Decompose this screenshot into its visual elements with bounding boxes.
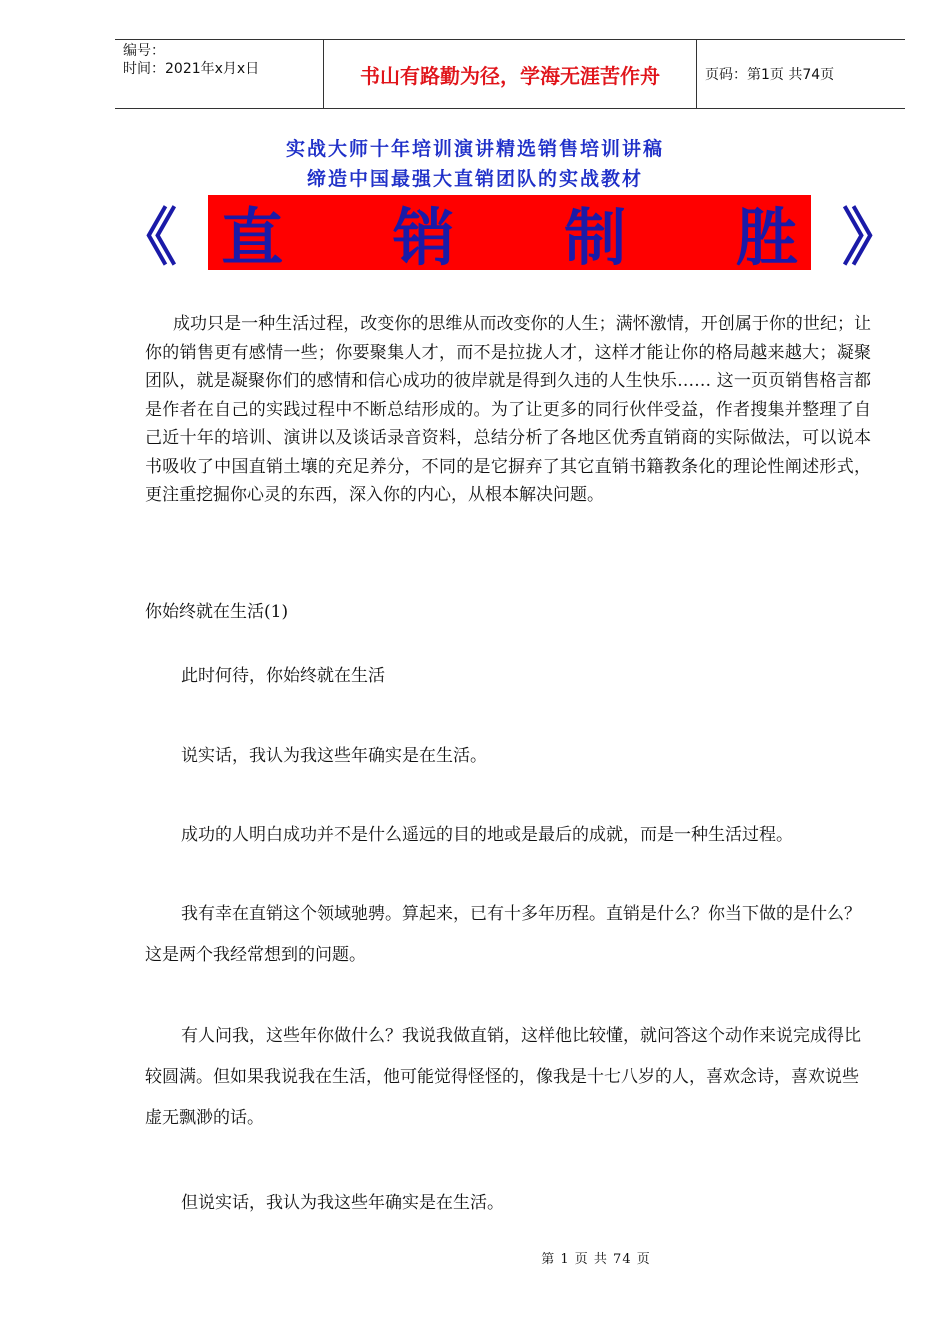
subtitle-2: 缔造中国最强大直销团队的实战教材	[306, 168, 643, 190]
subtitle-1: 实战大师十年培训演讲精选销售培训讲稿	[285, 138, 664, 160]
paragraph-4: 我有幸在直销这个领域驰骋。算起来，已有十多年历程。直销是什么？你当下做的是什么？这是两个我经常想到的问题。	[145, 904, 861, 965]
header-page-label: 页码：第1页 共74页	[705, 67, 835, 83]
header-meta	[115, 40, 324, 108]
paragraph-3: 成功的人明白成功并不是什么遥远的目的地或是最后的成就，而是一种生活过程。	[181, 825, 793, 845]
intro-paragraph: 成功只是一种生活过程，改变你的思维从而改变你的人生；满怀激情，开创属于你的世纪；让你的销售更有感情一些；你要聚集人才，而不是拉拢人才，这样才能让你的格局越来越大；凝聚团队，就是凝聚你们的感情和信心成功的彼岸就是得到久违的人生快乐…… 这一页页销售格言都是作者在自己的实践过程中不断总结形成的。为了让更多的同行伙伴受益，作者搜集并整理了自己近十年的培训、演讲以及谈话录音资料，总结分析了各地区优秀直销商的实际做法，可以说本书吸收了中国直销土壤的充足养分，不同的是它摒弃了其它直销书籍教条化的理论性阐述形式，更注重挖掘你心灵的东西，深入你的内心，从根本解决问题。	[145, 314, 871, 505]
document-header	[115, 39, 905, 109]
paragraph-2: 说实话，我认为我这些年确实是在生活。	[181, 746, 487, 766]
header-motto: 书山有路勤为径，学海无涯苦作舟	[324, 40, 697, 108]
paragraph-1: 此时何待，你始终就在生活	[181, 666, 385, 686]
number-label: 编号：	[123, 43, 165, 59]
section-title: 你始终就在生活(1)	[145, 602, 289, 622]
page-footer	[0, 1248, 950, 1267]
footer-page-number: 第 1 页 共 74 页	[541, 1252, 651, 1267]
paragraph-5: 有人问我，这些年你做什么？我说我做直销，这样他比较懂，就问答这个动作来说完成得比较圆满。但如果我说我在生活，他可能觉得怪怪的，像我是十七八岁的人，喜欢念诗，喜欢说些虚无飘渺的话。	[145, 1026, 861, 1128]
time-label: 时间：2021年x月x日	[123, 61, 260, 77]
title-banner	[115, 195, 948, 274]
paragraph-6: 但说实话，我认为我这些年确实是在生活。	[181, 1193, 504, 1213]
banner-title: 《直 销 制 胜》	[115, 201, 948, 274]
